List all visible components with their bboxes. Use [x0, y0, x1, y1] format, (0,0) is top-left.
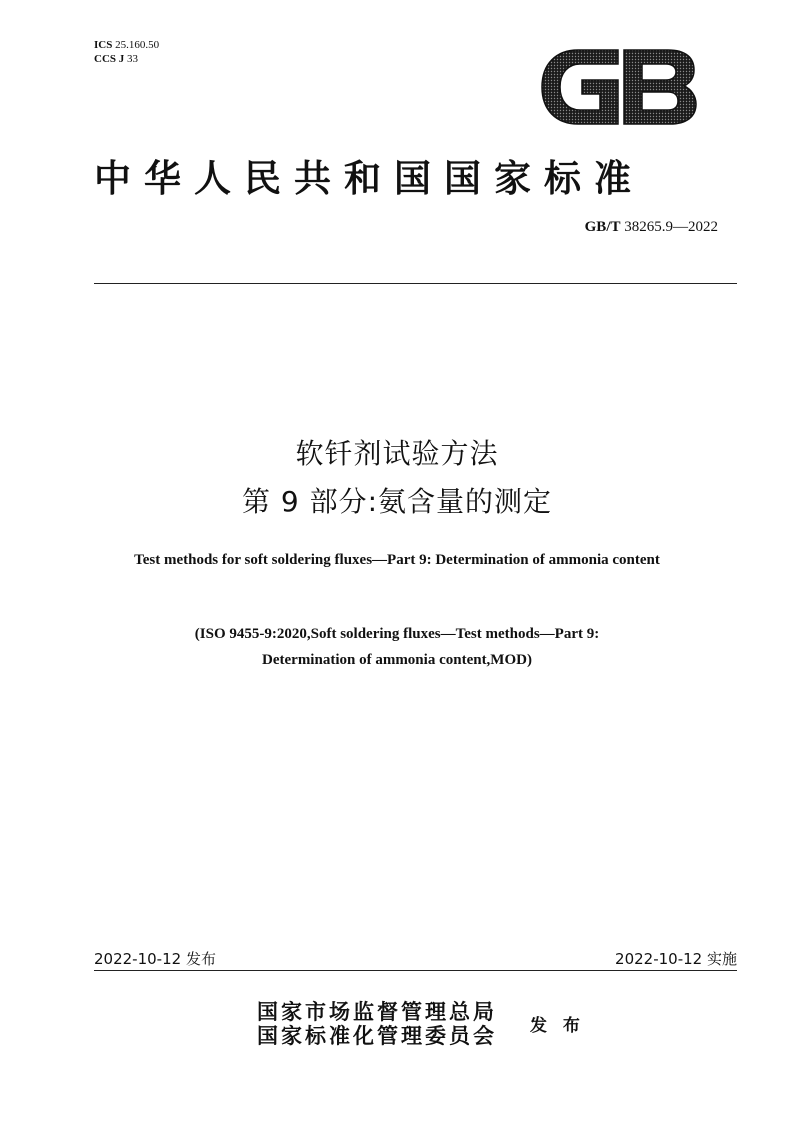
issue-date: 2022-10-12 发布 — [94, 950, 216, 968]
issuer-line1: 国家市场监督管理总局 — [257, 999, 497, 1024]
title-cn-line1: 软钎剂试验方法 — [295, 437, 499, 470]
issuer-line2: 国家标准化管理委员会 — [257, 1023, 497, 1048]
standard-number-value: 38265.9—2022 — [624, 219, 718, 235]
standard-number-prefix: GB/T — [584, 219, 621, 235]
implementation-date: 2022-10-12 实施 — [615, 950, 737, 968]
national-standard-title: 中华人民共和国国家标准 — [94, 157, 644, 200]
iso-reference-line1: (ISO 9455-9:2020,Soft soldering fluxes—Test methods—Part 9: — [194, 626, 600, 642]
iso-reference-line2: Determination of ammonia content,MOD) — [262, 652, 532, 668]
date-divider — [94, 970, 737, 971]
classification-codes — [94, 38, 159, 66]
ccs-code: CCS J 33 — [94, 53, 139, 65]
standard-number — [585, 219, 718, 236]
ics-code: ICS 25.160.50 — [94, 39, 160, 51]
publish-label: 发 布 — [530, 1016, 585, 1036]
title-cn-line2: 第 9 部分:氨含量的测定 — [241, 485, 553, 518]
gb-logo — [538, 46, 698, 128]
title-en: Test methods for soft soldering fluxes—Part 9: Determination of ammonia content — [134, 552, 660, 568]
header-divider — [94, 283, 737, 284]
